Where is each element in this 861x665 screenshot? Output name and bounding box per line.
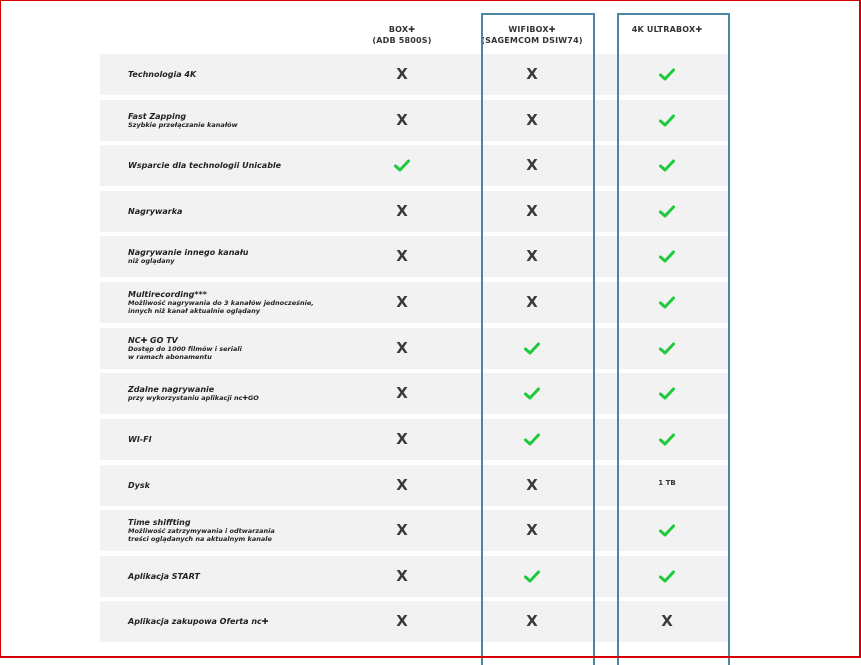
feature-title: Wsparcie dla technologii Unicable (128, 161, 282, 170)
value-cell (637, 54, 697, 95)
checkmark-icon (659, 296, 675, 309)
checkmark-icon (659, 114, 675, 127)
feature-label (128, 419, 152, 460)
value-cell (372, 601, 432, 642)
value-cell (637, 328, 697, 369)
value-cell (502, 236, 562, 277)
feature-title: Technologia 4K (128, 70, 197, 79)
value-cell (637, 282, 697, 323)
feature-label (128, 556, 200, 597)
cross-icon: X (396, 202, 408, 220)
value-cell (372, 236, 432, 277)
value-cell (372, 191, 432, 232)
value-text: 1 TB (658, 478, 676, 487)
value-cell (372, 145, 432, 186)
feature-title: WI-FI (128, 435, 152, 444)
checkmark-icon (659, 205, 675, 218)
value-cell (502, 100, 562, 141)
checkmark-icon (659, 570, 675, 583)
checkmark-icon (659, 524, 675, 537)
cross-icon: X (396, 567, 408, 585)
value-cell (637, 191, 697, 232)
value-cell (637, 510, 697, 551)
feature-description: Możliwość zatrzymywania i odtwarzania (128, 527, 275, 535)
cross-icon: X (526, 111, 538, 129)
feature-label (128, 328, 242, 369)
value-cell (502, 419, 562, 460)
feature-description: Możliwość nagrywania do 3 kanałów jednocześnie, (128, 299, 314, 307)
feature-description: innych niż kanał aktualnie oglądany (128, 307, 261, 315)
value-cell (502, 328, 562, 369)
cross-icon: X (396, 293, 408, 311)
cross-icon: X (661, 612, 673, 630)
cross-icon: X (526, 612, 538, 630)
feature-title: Aplikacja zakupowa Oferta nc✚ (128, 617, 269, 626)
cross-icon: X (526, 521, 538, 539)
value-cell (372, 282, 432, 323)
table-row (100, 510, 730, 551)
table-row (100, 465, 730, 506)
value-cell (372, 419, 432, 460)
feature-description: treści oglądanych na aktualnym kanale (128, 535, 272, 543)
column-header-2 (607, 24, 727, 35)
table-row (100, 54, 730, 95)
feature-title: Zdalne nagrywanie (128, 385, 215, 394)
value-cell (637, 236, 697, 277)
value-cell (502, 601, 562, 642)
value-cell (502, 510, 562, 551)
column-header-title: BOX✚ (388, 25, 416, 34)
table-row (100, 601, 730, 642)
cross-icon: X (396, 384, 408, 402)
feature-title: Time shiffting (128, 518, 191, 527)
checkmark-icon (659, 387, 675, 400)
value-cell (637, 465, 697, 506)
cross-icon: X (526, 65, 538, 83)
feature-label (128, 236, 249, 277)
value-cell (502, 191, 562, 232)
table-row (100, 236, 730, 277)
value-cell (502, 465, 562, 506)
cross-icon: X (396, 612, 408, 630)
feature-title: Nagrywanie innego kanału (128, 248, 249, 257)
feature-label (128, 465, 150, 506)
value-cell (372, 54, 432, 95)
value-cell (637, 373, 697, 414)
value-cell (502, 282, 562, 323)
value-cell (502, 373, 562, 414)
feature-label (128, 191, 182, 232)
feature-description: niż oglądany (128, 257, 175, 265)
table-row (100, 328, 730, 369)
feature-title: Fast Zapping (128, 112, 187, 121)
feature-title: Dysk (128, 481, 150, 490)
table-row (100, 419, 730, 460)
feature-description: w ramach abonamentu (128, 353, 212, 361)
column-header-title: WIFIBOX✚ (508, 25, 556, 34)
feature-description: Szybkie przełączanie kanałów (128, 121, 238, 129)
feature-label (128, 145, 281, 186)
checkmark-icon (394, 159, 410, 172)
value-cell (502, 145, 562, 186)
feature-title: Multirecording*** (128, 290, 207, 299)
checkmark-icon (524, 342, 540, 355)
table-row (100, 191, 730, 232)
checkmark-icon (659, 159, 675, 172)
feature-description: przy wykorzystaniu aplikacji nc✚GO (128, 394, 259, 402)
value-cell (637, 419, 697, 460)
table-row (100, 373, 730, 414)
value-cell (502, 54, 562, 95)
cross-icon: X (396, 247, 408, 265)
column-header-model: (ADB 5800S) (372, 36, 432, 45)
table-row (100, 556, 730, 597)
checkmark-icon (659, 68, 675, 81)
feature-title: NC✚ GO TV (128, 336, 178, 345)
feature-label (128, 373, 259, 414)
checkmark-icon (659, 342, 675, 355)
cross-icon: X (526, 476, 538, 494)
feature-title: Nagrywarka (128, 207, 183, 216)
table-row (100, 100, 730, 141)
feature-description: Dostęp do 1000 filmów i seriali (128, 345, 242, 353)
column-header-model: (SAGEMCOM DSIW74) (481, 36, 583, 45)
column-header-0 (342, 24, 462, 46)
cross-icon: X (396, 65, 408, 83)
value-cell (372, 510, 432, 551)
value-cell (637, 100, 697, 141)
value-cell (372, 373, 432, 414)
value-cell (372, 556, 432, 597)
feature-label (128, 282, 314, 323)
table-row (100, 282, 730, 323)
cross-icon: X (396, 430, 408, 448)
value-cell (637, 145, 697, 186)
feature-label (128, 601, 268, 642)
value-cell (637, 601, 697, 642)
cross-icon: X (526, 293, 538, 311)
cross-icon: X (526, 247, 538, 265)
value-cell (502, 556, 562, 597)
cross-icon: X (396, 476, 408, 494)
value-cell (372, 100, 432, 141)
table-row (100, 145, 730, 186)
cross-icon: X (396, 111, 408, 129)
feature-label (128, 100, 238, 141)
column-header-title: 4K ULTRABOX✚ (631, 25, 703, 34)
checkmark-icon (524, 387, 540, 400)
cross-icon: X (396, 339, 408, 357)
checkmark-icon (659, 250, 675, 263)
value-cell (372, 328, 432, 369)
checkmark-icon (659, 433, 675, 446)
cross-icon: X (396, 521, 408, 539)
cross-icon: X (526, 156, 538, 174)
value-cell (372, 465, 432, 506)
cross-icon: X (526, 202, 538, 220)
value-cell (637, 556, 697, 597)
column-header-1 (472, 24, 592, 46)
feature-title: Aplikacja START (128, 572, 200, 581)
checkmark-icon (524, 433, 540, 446)
feature-label (128, 510, 275, 551)
checkmark-icon (524, 570, 540, 583)
feature-label (128, 54, 196, 95)
